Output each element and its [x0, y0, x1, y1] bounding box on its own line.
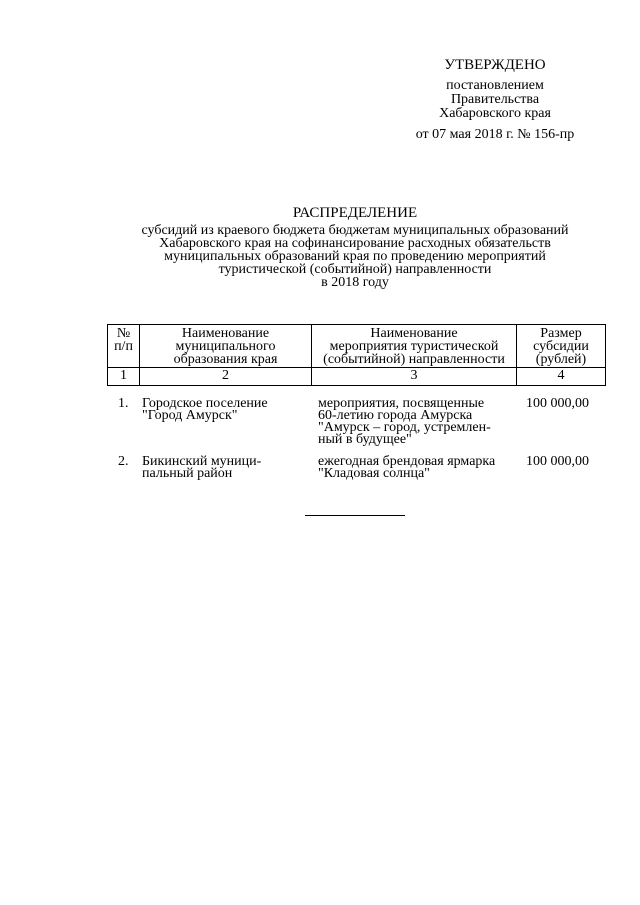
row-number: 1.: [118, 396, 129, 411]
subtitle-line-2: Хабаровского края на софинансирование расходных обязательств: [159, 236, 551, 251]
header-number: № п/п: [108, 325, 140, 368]
column-number-4: 4: [517, 368, 606, 386]
subtitle-line-4: туристической (событийной) направленности: [218, 262, 492, 277]
table-header-row: [108, 325, 606, 368]
column-number-3: 3: [312, 368, 517, 386]
column-number-1: 1: [108, 368, 140, 386]
header-event: Наименование мероприятия туристической (событийной) направленности: [312, 325, 517, 368]
header-amount: Размер субсидии (рублей): [517, 325, 606, 368]
column-number-row: [108, 368, 606, 386]
subtitle-line-5: в 2018 году: [321, 275, 389, 290]
closing-rule: [305, 515, 405, 516]
row-amount: 100 000,00: [526, 396, 589, 411]
subtitle-line-3: муниципальных образований края по проведению мероприятий: [164, 249, 546, 264]
distribution-table-header: [107, 324, 606, 386]
approval-line-3: Хабаровского края: [439, 106, 551, 121]
header-municipality: Наименование муниципального образования края: [140, 325, 312, 368]
approval-date: от 07 мая 2018 г. № 156-пр: [415, 127, 575, 142]
row-event: мероприятия, посвященные 60-летию города Амурска "Амурск – город, устремлен- ный в будущее": [318, 396, 491, 447]
document-subtitle: [100, 224, 610, 289]
row-event: ежегодная брендовая ярмарка "Кладовая солнца": [318, 454, 496, 481]
approval-line-1: постановлением: [446, 78, 544, 93]
approval-line-2: Правительства: [450, 92, 540, 107]
row-municipality: Бикинский муници- пальный район: [142, 454, 262, 481]
document-title: РАСПРЕДЕЛЕНИЕ: [292, 205, 418, 221]
subtitle-line-1: субсидий из краевого бюджета бюджетам муниципальных образований: [141, 223, 569, 238]
column-number-2: 2: [140, 368, 312, 386]
approval-block: [395, 58, 595, 142]
row-municipality: Городское поселение "Город Амурск": [142, 396, 268, 423]
row-amount: 100 000,00: [526, 454, 589, 469]
row-number: 2.: [118, 454, 129, 469]
approval-title: УТВЕРЖДЕНО: [444, 57, 546, 73]
